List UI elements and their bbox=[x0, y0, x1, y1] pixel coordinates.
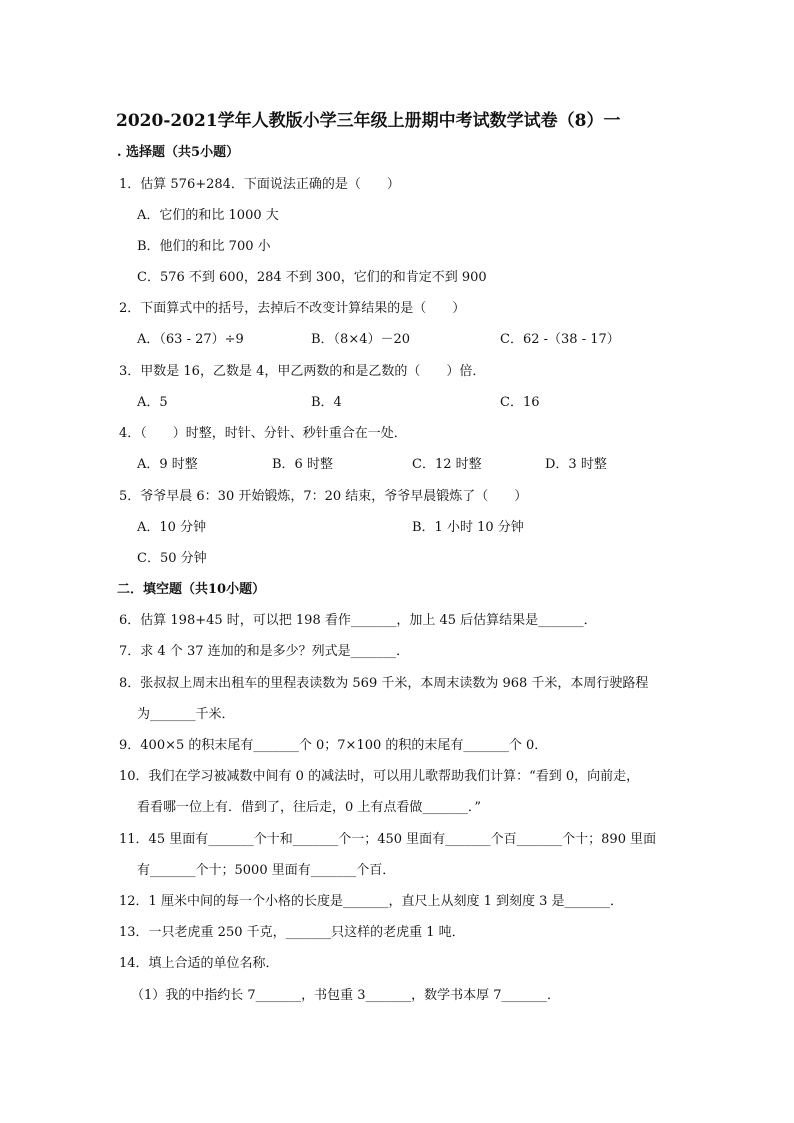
question-4-option-c: C．12 时整 bbox=[412, 457, 482, 472]
question-1: 1．估算 576+284．下面说法正确的是（ ） bbox=[119, 177, 400, 192]
question-2-option-b: B．（8×4）－20 bbox=[311, 332, 411, 347]
question-9: 9．400×5 的积末尾有_______个 0；7×100 的积的末尾有_______个 0． bbox=[119, 738, 548, 753]
question-4-option-a: A．9 时整 bbox=[137, 457, 198, 472]
question-14: 14．填上合适的单位名称． bbox=[119, 956, 279, 971]
question-2-option-c: C．62 -（38 - 17） bbox=[500, 332, 620, 347]
question-3-option-b: B．4 bbox=[311, 395, 342, 410]
question-14-part-1: （1）我的中指约长 7_______，书包重 3_______，数学书本厚 7_______． bbox=[131, 988, 560, 1003]
question-1-option-c: C．576 不到 600，284 不到 300，它们的和肯定不到 900 bbox=[137, 270, 487, 285]
question-4-option-d: D．3 时整 bbox=[545, 457, 607, 472]
question-6: 6．估算 198+45 时，可以把 198 看作_______，加上 45 后估算结果是_______． bbox=[119, 613, 597, 628]
question-12: 12．1 厘米中间的每一个小格的长度是_______，直尺上从刻度 1 到刻度 3 是_______． bbox=[119, 894, 624, 909]
section-choice-heading: . 选择题（共5小题） bbox=[117, 145, 240, 160]
question-11: 11．45 里面有_______个十和_______个一；450 里面有_______个百_______个十；890 里面 bbox=[119, 832, 657, 847]
question-5-option-a: A．10 分钟 bbox=[137, 520, 207, 535]
question-4-option-b: B．6 时整 bbox=[272, 457, 333, 472]
question-5-option-b: B．1 小时 10 分钟 bbox=[412, 520, 524, 535]
question-8-continued: 为_______千米． bbox=[137, 707, 235, 722]
question-11-continued: 有_______个十；5000 里面有_______个百． bbox=[137, 863, 396, 878]
question-3-option-a: A．5 bbox=[137, 395, 168, 410]
question-1-option-b: B．他们的和比 700 小 bbox=[137, 239, 271, 254]
question-7: 7．求 4 个 37 连加的和是多少？列式是_______． bbox=[119, 644, 410, 659]
question-4: 4．（ ）时整，时针、分针、秒针重合在一处． bbox=[119, 426, 407, 441]
question-2: 2．下面算式中的括号，去掉后不改变计算结果的是（ ） bbox=[119, 301, 466, 316]
question-5: 5．爷爷早晨 6：30 开始锻炼，7：20 结束，爷爷早晨锻炼了（ ） bbox=[119, 489, 528, 504]
question-13: 13．一只老虎重 250 千克，_______只这样的老虎重 1 吨． bbox=[119, 925, 465, 940]
question-2-option-a: A．（63 - 27）÷9 bbox=[137, 332, 244, 347]
section-fill-heading: 二．填空题（共10小题） bbox=[117, 582, 266, 597]
question-5-option-c: C．50 分钟 bbox=[137, 551, 207, 566]
question-3-option-c: C．16 bbox=[500, 395, 540, 410]
question-8: 8．张叔叔上周末出租车的里程表读数为 569 千米，本周末读数为 968 千米，本周行驶路程 bbox=[119, 676, 649, 691]
question-1-option-a: A．它们的和比 1000 大 bbox=[137, 208, 279, 223]
question-3: 3．甲数是 16，乙数是 4，甲乙两数的和是乙数的（ ）倍． bbox=[119, 364, 486, 379]
question-10: 10．我们在学习被减数中间有 0 的减法时，可以用儿歌帮助我们计算：“看到 0，向前走， bbox=[119, 769, 640, 784]
page-title: 2020-2021学年人教版小学三年级上册期中考试数学试卷（8）一 bbox=[116, 111, 621, 131]
question-10-continued: 看看哪一位上有．借到了，往后走，0 上有点看做_______．” bbox=[137, 800, 482, 815]
